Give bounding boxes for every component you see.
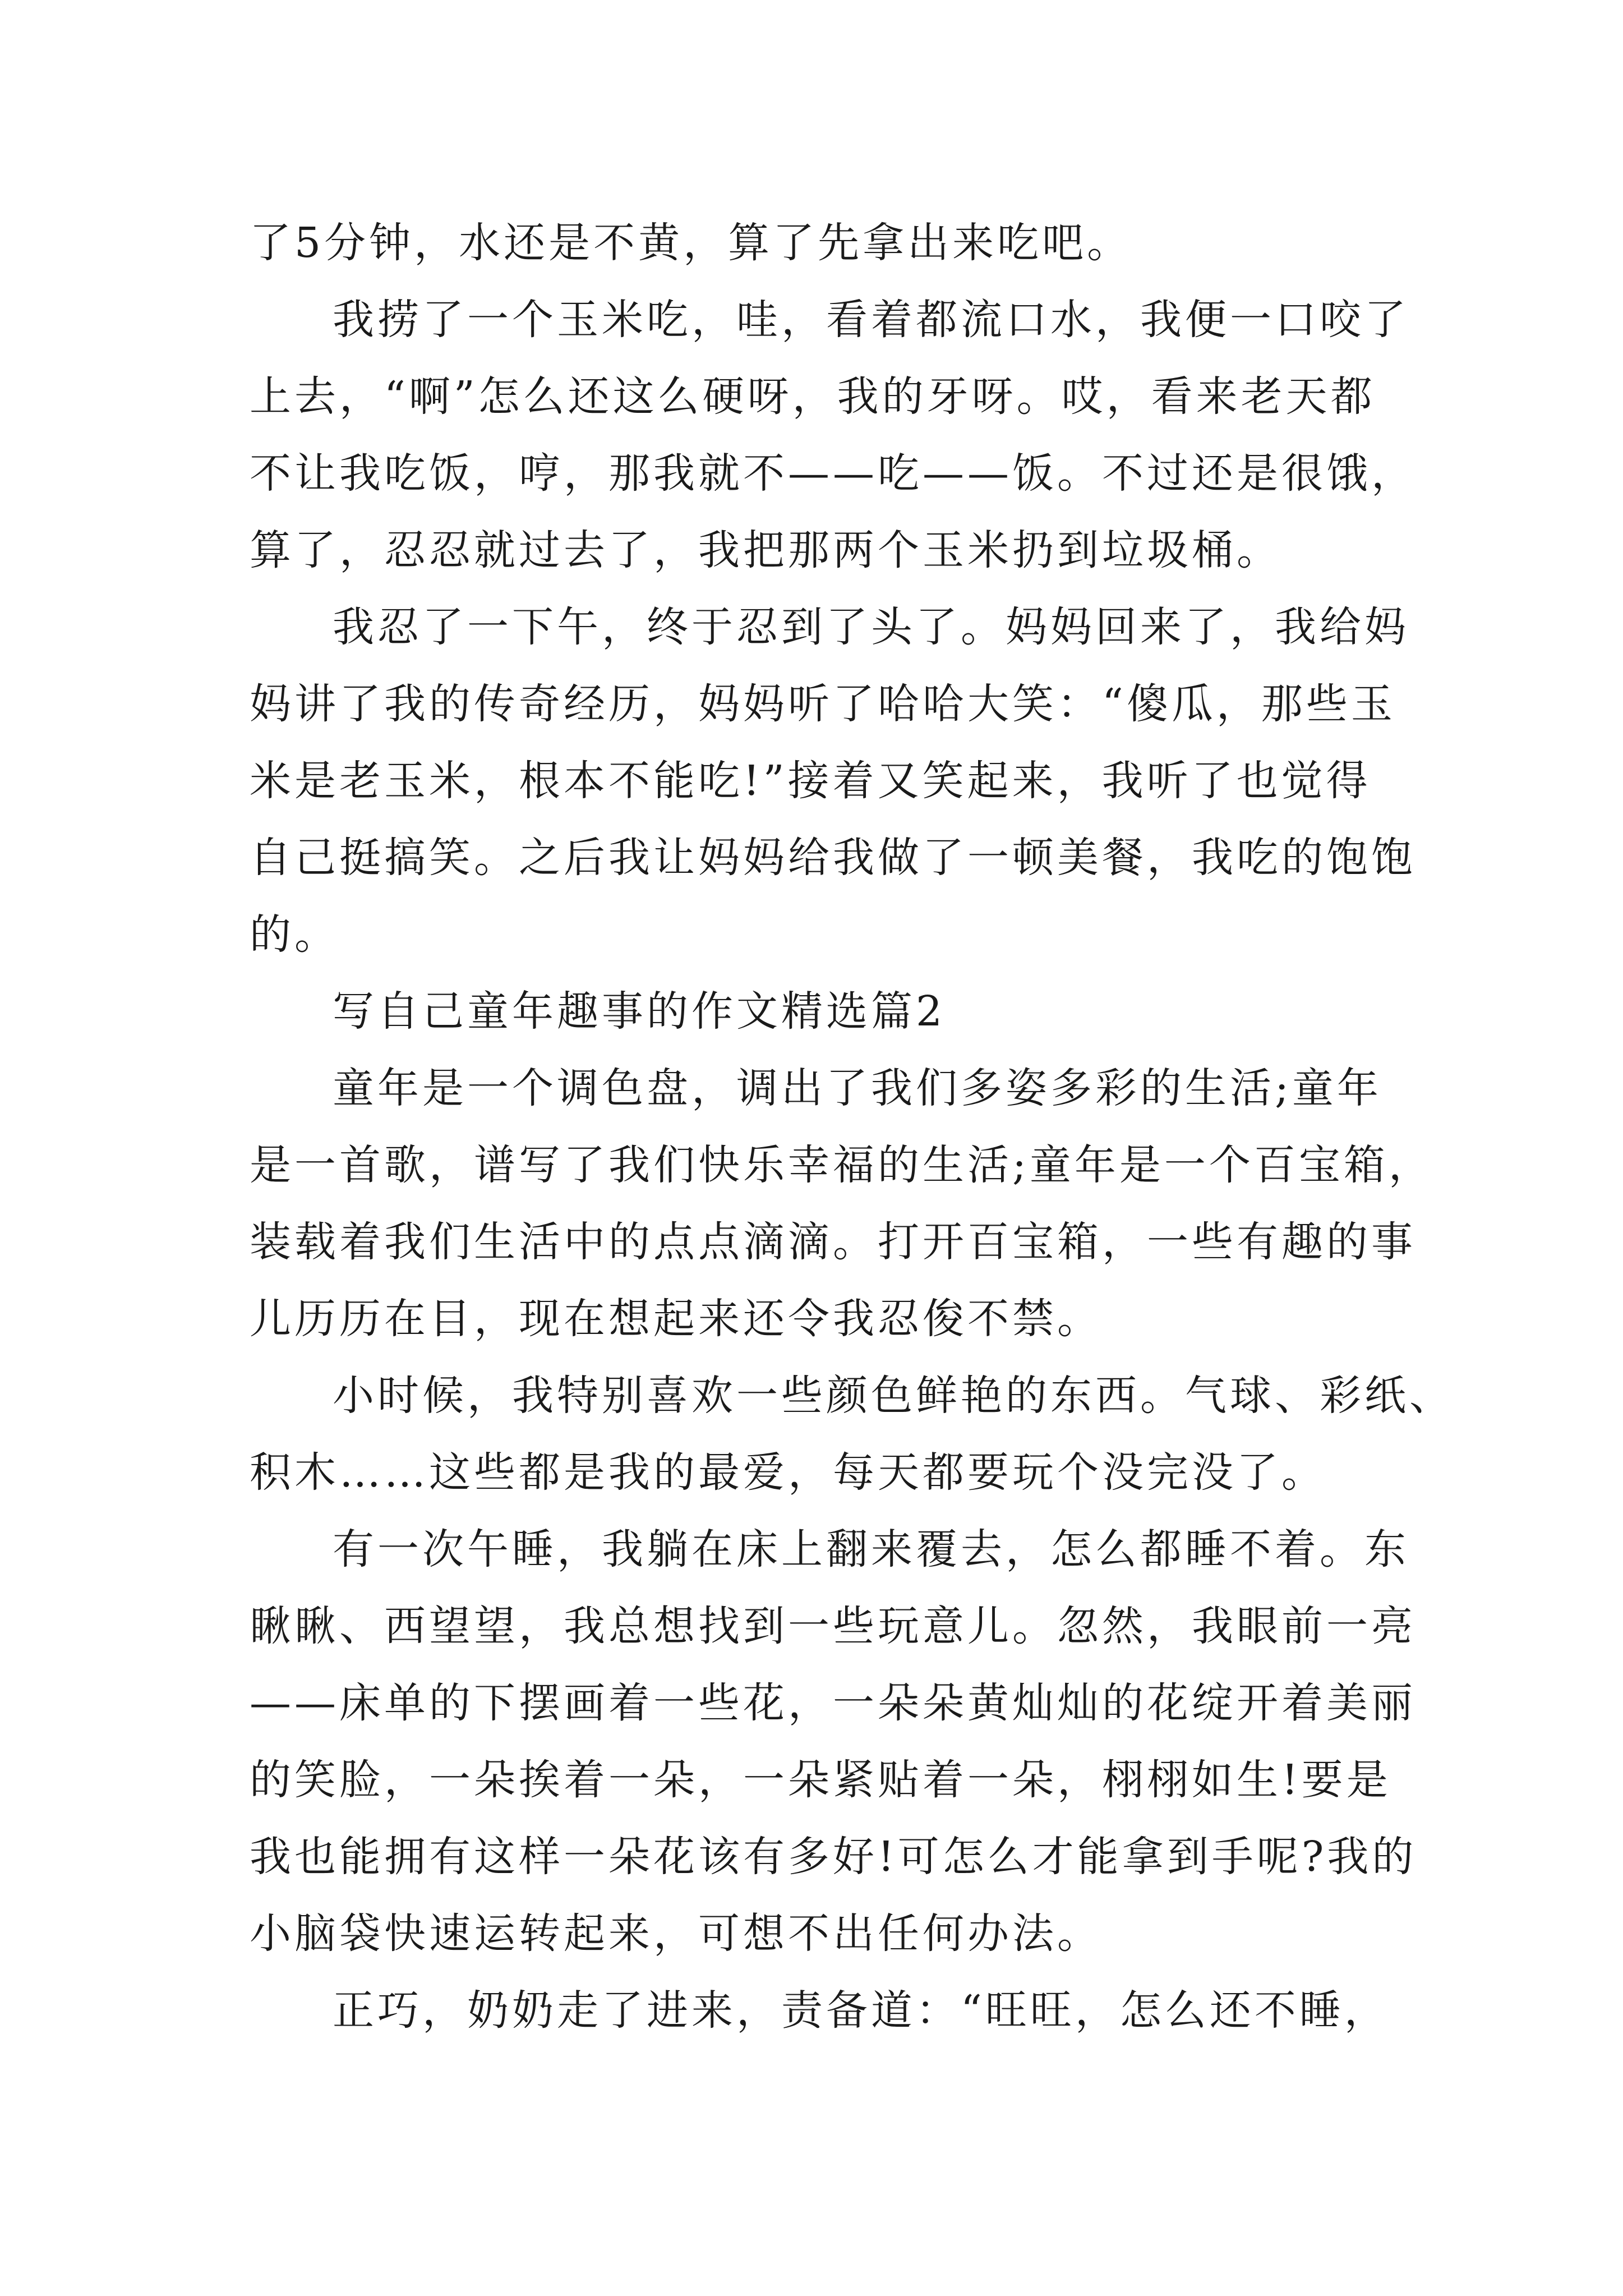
text-line: 瞅瞅、西望望，我总想找到一些玩意儿。忽然，我眼前一亮 xyxy=(250,1602,1416,1650)
text-line: 了5分钟，水还是不黄，算了先拿出来吃吧。 xyxy=(250,219,1132,267)
text-line: 我忍了一下午，终于忍到了头了。妈妈回来了，我给妈 xyxy=(333,603,1409,651)
text-line: 儿历历在目，现在想起来还令我忍俊不禁。 xyxy=(250,1295,1102,1343)
text-line: ——床单的下摆画着一些花，一朵朵黄灿灿的花绽开着美丽 xyxy=(250,1679,1416,1727)
section-heading: 写自己童年趣事的作文精选篇2 xyxy=(333,987,946,1036)
text-line: 正巧，奶奶走了进来，责备道：“旺旺，怎么还不睡， xyxy=(333,1986,1389,2035)
text-line: 不让我吃饭，哼，那我就不——吃——饭。不过还是很饿， xyxy=(250,449,1416,498)
text-line: 我也能拥有这样一朵花该有多好!可怎么才能拿到手呢?我的 xyxy=(250,1833,1417,1881)
text-line: 上去，“啊”怎么还这么硬呀，我的牙呀。哎，看来老天都 xyxy=(250,372,1376,421)
text-line: 自己挺搞笑。之后我让妈妈给我做了一顿美餐，我吃的饱饱 xyxy=(250,834,1416,882)
text-line: 的。 xyxy=(250,910,339,959)
text-line: 算了，忍忍就过去了，我把那两个玉米扔到垃圾桶。 xyxy=(250,526,1281,574)
text-line: 童年是一个调色盘，调出了我们多姿多彩的生活;童年 xyxy=(333,1064,1382,1112)
text-line: 积木……这些都是我的最爱，每天都要玩个没完没了。 xyxy=(250,1448,1326,1497)
text-line: 妈讲了我的传奇经历，妈妈听了哈哈大笑：“傻瓜，那些玉 xyxy=(250,680,1396,728)
text-line: 米是老玉米，根本不能吃!”接着又笑起来，我听了也觉得 xyxy=(250,757,1371,805)
document-body xyxy=(250,205,1454,2049)
text-line: 是一首歌，谱写了我们快乐幸福的生活;童年是一个百宝箱， xyxy=(250,1141,1433,1189)
text-line: 装载着我们生活中的点点滴滴。打开百宝箱，一些有趣的事 xyxy=(250,1218,1416,1266)
text-line: 小时候，我特别喜欢一些颜色鲜艳的东西。气球、彩纸、 xyxy=(333,1372,1454,1420)
text-line: 小脑袋快速运转起来，可想不出任何办法。 xyxy=(250,1910,1102,1958)
text-line: 我捞了一个玉米吃，哇，看着都流口水，我便一口咬了 xyxy=(333,296,1409,344)
text-line: 有一次午睡，我躺在床上翻来覆去，怎么都睡不着。东 xyxy=(333,1525,1409,1573)
text-line: 的笑脸，一朵挨着一朵，一朵紧贴着一朵，栩栩如生!要是 xyxy=(250,1756,1391,1804)
